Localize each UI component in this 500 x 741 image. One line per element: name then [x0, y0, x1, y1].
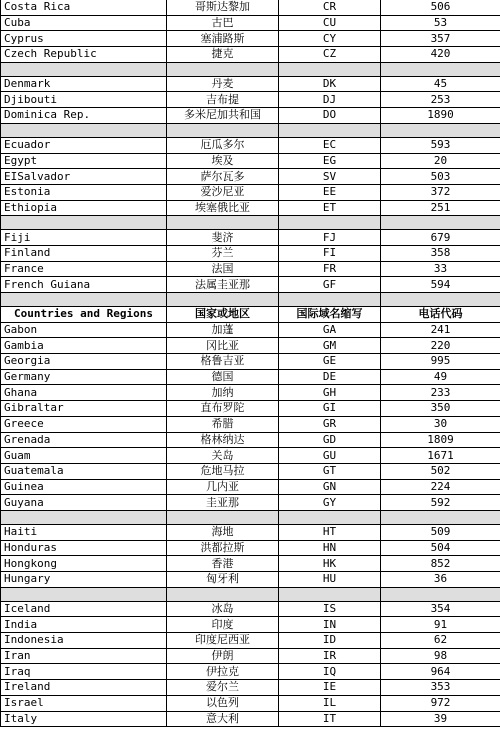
separator-cell [1, 62, 167, 76]
separator-row [1, 510, 500, 524]
country-en-cell: Cyprus [1, 31, 167, 47]
domain-code-cell: GH [279, 385, 381, 401]
country-cn-cell: 印度尼西亚 [167, 633, 279, 649]
separator-cell [279, 587, 381, 601]
country-cn-cell: 厄瓜多尔 [167, 137, 279, 153]
country-en-cell: Israel [1, 695, 167, 711]
table-row [1, 76, 500, 92]
country-en-cell: Ethiopia [1, 200, 167, 216]
country-en-cell: Ireland [1, 680, 167, 696]
phone-code-cell: 39 [381, 711, 500, 727]
country-cn-cell: 冰岛 [167, 601, 279, 617]
country-cn-cell: 海地 [167, 524, 279, 540]
table-row [1, 0, 500, 15]
phone-code-cell: 972 [381, 695, 500, 711]
country-cn-cell: 香港 [167, 556, 279, 572]
country-en-cell: Greece [1, 416, 167, 432]
country-cn-cell: 塞浦路斯 [167, 31, 279, 47]
domain-code-cell: CY [279, 31, 381, 47]
table-row [1, 369, 500, 385]
separator-cell [381, 123, 500, 137]
separator-cell [381, 510, 500, 524]
phone-code-cell: 357 [381, 31, 500, 47]
country-en-cell: Gibraltar [1, 401, 167, 417]
country-en-cell: Guinea [1, 479, 167, 495]
domain-code-cell: GT [279, 463, 381, 479]
country-cn-cell: 加纳 [167, 385, 279, 401]
separator-cell [279, 293, 381, 307]
table-row [1, 261, 500, 277]
domain-code-cell: IR [279, 648, 381, 664]
phone-code-cell: 420 [381, 47, 500, 63]
domain-code-cell: IS [279, 601, 381, 617]
country-en-cell: Grenada [1, 432, 167, 448]
phone-code-cell: 353 [381, 680, 500, 696]
country-cn-cell: 加蓬 [167, 322, 279, 338]
country-en-cell: France [1, 261, 167, 277]
table-row [1, 479, 500, 495]
country-en-cell: Ecuador [1, 137, 167, 153]
header-row [1, 307, 500, 323]
country-cn-cell: 爱尔兰 [167, 680, 279, 696]
country-en-cell: Czech Republic [1, 47, 167, 63]
domain-code-cell: CZ [279, 47, 381, 63]
country-cn-cell: 伊拉克 [167, 664, 279, 680]
country-cn-cell: 萨尔瓦多 [167, 169, 279, 185]
phone-code-cell: 964 [381, 664, 500, 680]
separator-row [1, 62, 500, 76]
table-row [1, 184, 500, 200]
country-en-cell: India [1, 617, 167, 633]
domain-code-cell: EC [279, 137, 381, 153]
country-en-cell: Honduras [1, 540, 167, 556]
country-cn-cell: 爱沙尼亚 [167, 184, 279, 200]
country-en-cell: Haiti [1, 524, 167, 540]
country-cn-cell: 法国 [167, 261, 279, 277]
table-row [1, 495, 500, 511]
domain-code-cell: CU [279, 15, 381, 31]
separator-cell [381, 293, 500, 307]
domain-code-cell: GE [279, 354, 381, 370]
domain-code-cell: DK [279, 76, 381, 92]
separator-row [1, 123, 500, 137]
separator-cell [1, 293, 167, 307]
country-en-cell: Costa Rica [1, 0, 167, 15]
country-en-cell: Fiji [1, 230, 167, 246]
country-en-cell: Georgia [1, 354, 167, 370]
table-row [1, 664, 500, 680]
separator-cell [279, 216, 381, 230]
country-cn-cell: 洪都拉斯 [167, 540, 279, 556]
country-cn-cell: 丹麦 [167, 76, 279, 92]
domain-code-cell: CR [279, 0, 381, 15]
domain-code-cell: IN [279, 617, 381, 633]
header-phone-code: 电话代码 [381, 307, 500, 323]
phone-code-cell: 45 [381, 76, 500, 92]
table-row [1, 385, 500, 401]
country-en-cell: Iraq [1, 664, 167, 680]
domain-code-cell: GD [279, 432, 381, 448]
table-row [1, 245, 500, 261]
phone-code-cell: 509 [381, 524, 500, 540]
phone-code-cell: 679 [381, 230, 500, 246]
phone-code-cell: 593 [381, 137, 500, 153]
country-en-cell: Finland [1, 245, 167, 261]
phone-code-cell: 20 [381, 153, 500, 169]
country-en-cell: Iceland [1, 601, 167, 617]
table-row [1, 633, 500, 649]
separator-cell [1, 216, 167, 230]
table-row [1, 617, 500, 633]
phone-code-cell: 852 [381, 556, 500, 572]
separator-cell [167, 62, 279, 76]
phone-code-cell: 36 [381, 572, 500, 588]
phone-code-cell: 62 [381, 633, 500, 649]
table-row [1, 556, 500, 572]
domain-code-cell: IL [279, 695, 381, 711]
country-cn-cell: 古巴 [167, 15, 279, 31]
country-cn-cell: 捷克 [167, 47, 279, 63]
phone-code-cell: 1671 [381, 448, 500, 464]
table-row [1, 401, 500, 417]
country-cn-cell: 芬兰 [167, 245, 279, 261]
separator-cell [279, 62, 381, 76]
country-en-cell: Ghana [1, 385, 167, 401]
table-row [1, 92, 500, 108]
domain-code-cell: HK [279, 556, 381, 572]
country-en-cell: Germany [1, 369, 167, 385]
table-row [1, 463, 500, 479]
domain-code-cell: IQ [279, 664, 381, 680]
table-row [1, 137, 500, 153]
phone-code-cell: 251 [381, 200, 500, 216]
domain-code-cell: EG [279, 153, 381, 169]
phone-code-cell: 995 [381, 354, 500, 370]
country-en-cell: Guatemala [1, 463, 167, 479]
phone-code-cell: 502 [381, 463, 500, 479]
phone-code-cell: 224 [381, 479, 500, 495]
table-row [1, 524, 500, 540]
domain-code-cell: GU [279, 448, 381, 464]
phone-code-cell: 233 [381, 385, 500, 401]
country-cn-cell: 直布罗陀 [167, 401, 279, 417]
country-en-cell: Italy [1, 711, 167, 727]
country-en-cell: Denmark [1, 76, 167, 92]
country-cn-cell: 哥斯达黎加 [167, 0, 279, 15]
header-countries: Countries and Regions [1, 307, 167, 323]
phone-code-cell: 372 [381, 184, 500, 200]
country-en-cell: Cuba [1, 15, 167, 31]
phone-code-cell: 53 [381, 15, 500, 31]
separator-cell [1, 123, 167, 137]
domain-code-cell: FR [279, 261, 381, 277]
table-row [1, 230, 500, 246]
country-cn-cell: 格鲁吉亚 [167, 354, 279, 370]
domain-code-cell: HU [279, 572, 381, 588]
phone-code-cell: 30 [381, 416, 500, 432]
separator-cell [167, 123, 279, 137]
country-cn-cell: 印度 [167, 617, 279, 633]
country-cn-cell: 德国 [167, 369, 279, 385]
domain-code-cell: GI [279, 401, 381, 417]
domain-code-cell: DE [279, 369, 381, 385]
separator-cell [1, 510, 167, 524]
phone-code-cell: 592 [381, 495, 500, 511]
domain-code-cell: HT [279, 524, 381, 540]
table-row [1, 448, 500, 464]
phone-code-cell: 1809 [381, 432, 500, 448]
separator-row [1, 587, 500, 601]
domain-code-cell: FJ [279, 230, 381, 246]
domain-code-cell: GF [279, 277, 381, 293]
country-cn-cell: 埃及 [167, 153, 279, 169]
country-en-cell: Hungary [1, 572, 167, 588]
table-body [1, 0, 500, 727]
country-cn-cell: 斐济 [167, 230, 279, 246]
separator-row [1, 216, 500, 230]
separator-cell [1, 587, 167, 601]
separator-cell [167, 293, 279, 307]
country-cn-cell: 几内亚 [167, 479, 279, 495]
domain-code-cell: EE [279, 184, 381, 200]
phone-code-cell: 354 [381, 601, 500, 617]
domain-code-cell: ID [279, 633, 381, 649]
country-cn-cell: 圭亚那 [167, 495, 279, 511]
country-en-cell: Iran [1, 648, 167, 664]
table-row [1, 169, 500, 185]
table-row [1, 15, 500, 31]
country-cn-cell: 格林纳达 [167, 432, 279, 448]
phone-code-cell: 1890 [381, 108, 500, 124]
country-cn-cell: 以色列 [167, 695, 279, 711]
table-row [1, 695, 500, 711]
domain-code-cell: DO [279, 108, 381, 124]
table-row [1, 322, 500, 338]
country-cn-cell: 匈牙利 [167, 572, 279, 588]
domain-code-cell: IT [279, 711, 381, 727]
phone-code-cell: 503 [381, 169, 500, 185]
country-en-cell: French Guiana [1, 277, 167, 293]
domain-code-cell: IE [279, 680, 381, 696]
table-row [1, 648, 500, 664]
country-cn-cell: 伊朗 [167, 648, 279, 664]
domain-code-cell: HN [279, 540, 381, 556]
domain-code-cell: GY [279, 495, 381, 511]
phone-code-cell: 98 [381, 648, 500, 664]
phone-code-cell: 241 [381, 322, 500, 338]
country-cn-cell: 埃塞俄比亚 [167, 200, 279, 216]
country-en-cell: Gambia [1, 338, 167, 354]
table-row [1, 601, 500, 617]
country-cn-cell: 吉布提 [167, 92, 279, 108]
phone-code-cell: 91 [381, 617, 500, 633]
separator-cell [381, 62, 500, 76]
domain-code-cell: GR [279, 416, 381, 432]
phone-code-cell: 594 [381, 277, 500, 293]
table-row [1, 416, 500, 432]
table-row [1, 153, 500, 169]
separator-cell [381, 216, 500, 230]
country-en-cell: Guam [1, 448, 167, 464]
country-en-cell: Gabon [1, 322, 167, 338]
phone-code-cell: 504 [381, 540, 500, 556]
domain-code-cell: ET [279, 200, 381, 216]
separator-cell [167, 587, 279, 601]
country-en-cell: Egypt [1, 153, 167, 169]
domain-code-cell: GN [279, 479, 381, 495]
header-domain-code: 国际域名缩写 [279, 307, 381, 323]
separator-cell [167, 216, 279, 230]
domain-code-cell: SV [279, 169, 381, 185]
country-en-cell: Hongkong [1, 556, 167, 572]
table-row [1, 277, 500, 293]
phone-code-cell: 220 [381, 338, 500, 354]
table-row [1, 711, 500, 727]
country-cn-cell: 危地马拉 [167, 463, 279, 479]
table-row [1, 31, 500, 47]
country-en-cell: Estonia [1, 184, 167, 200]
country-en-cell: Indonesia [1, 633, 167, 649]
table-row [1, 108, 500, 124]
table-row [1, 338, 500, 354]
table-row [1, 354, 500, 370]
country-en-cell: Djibouti [1, 92, 167, 108]
country-en-cell: EISalvador [1, 169, 167, 185]
country-cn-cell: 多米尼加共和国 [167, 108, 279, 124]
table-row [1, 572, 500, 588]
country-cn-cell: 希腊 [167, 416, 279, 432]
domain-code-cell: DJ [279, 92, 381, 108]
table-row [1, 432, 500, 448]
phone-code-cell: 253 [381, 92, 500, 108]
phone-code-cell: 358 [381, 245, 500, 261]
separator-cell [381, 587, 500, 601]
separator-cell [279, 123, 381, 137]
country-en-cell: Dominica Rep. [1, 108, 167, 124]
separator-row [1, 293, 500, 307]
country-cn-cell: 意大利 [167, 711, 279, 727]
phone-code-cell: 49 [381, 369, 500, 385]
country-cn-cell: 关岛 [167, 448, 279, 464]
country-cn-cell: 法属圭亚那 [167, 277, 279, 293]
separator-cell [167, 510, 279, 524]
table-row [1, 540, 500, 556]
phone-code-cell: 506 [381, 0, 500, 15]
header-cn-name: 国家或地区 [167, 307, 279, 323]
table-row [1, 200, 500, 216]
country-cn-cell: 冈比亚 [167, 338, 279, 354]
domain-code-cell: GA [279, 322, 381, 338]
domain-code-cell: FI [279, 245, 381, 261]
country-en-cell: Guyana [1, 495, 167, 511]
phone-code-cell: 33 [381, 261, 500, 277]
separator-cell [279, 510, 381, 524]
table-row [1, 680, 500, 696]
domain-code-cell: GM [279, 338, 381, 354]
phone-code-cell: 350 [381, 401, 500, 417]
table-row [1, 47, 500, 63]
